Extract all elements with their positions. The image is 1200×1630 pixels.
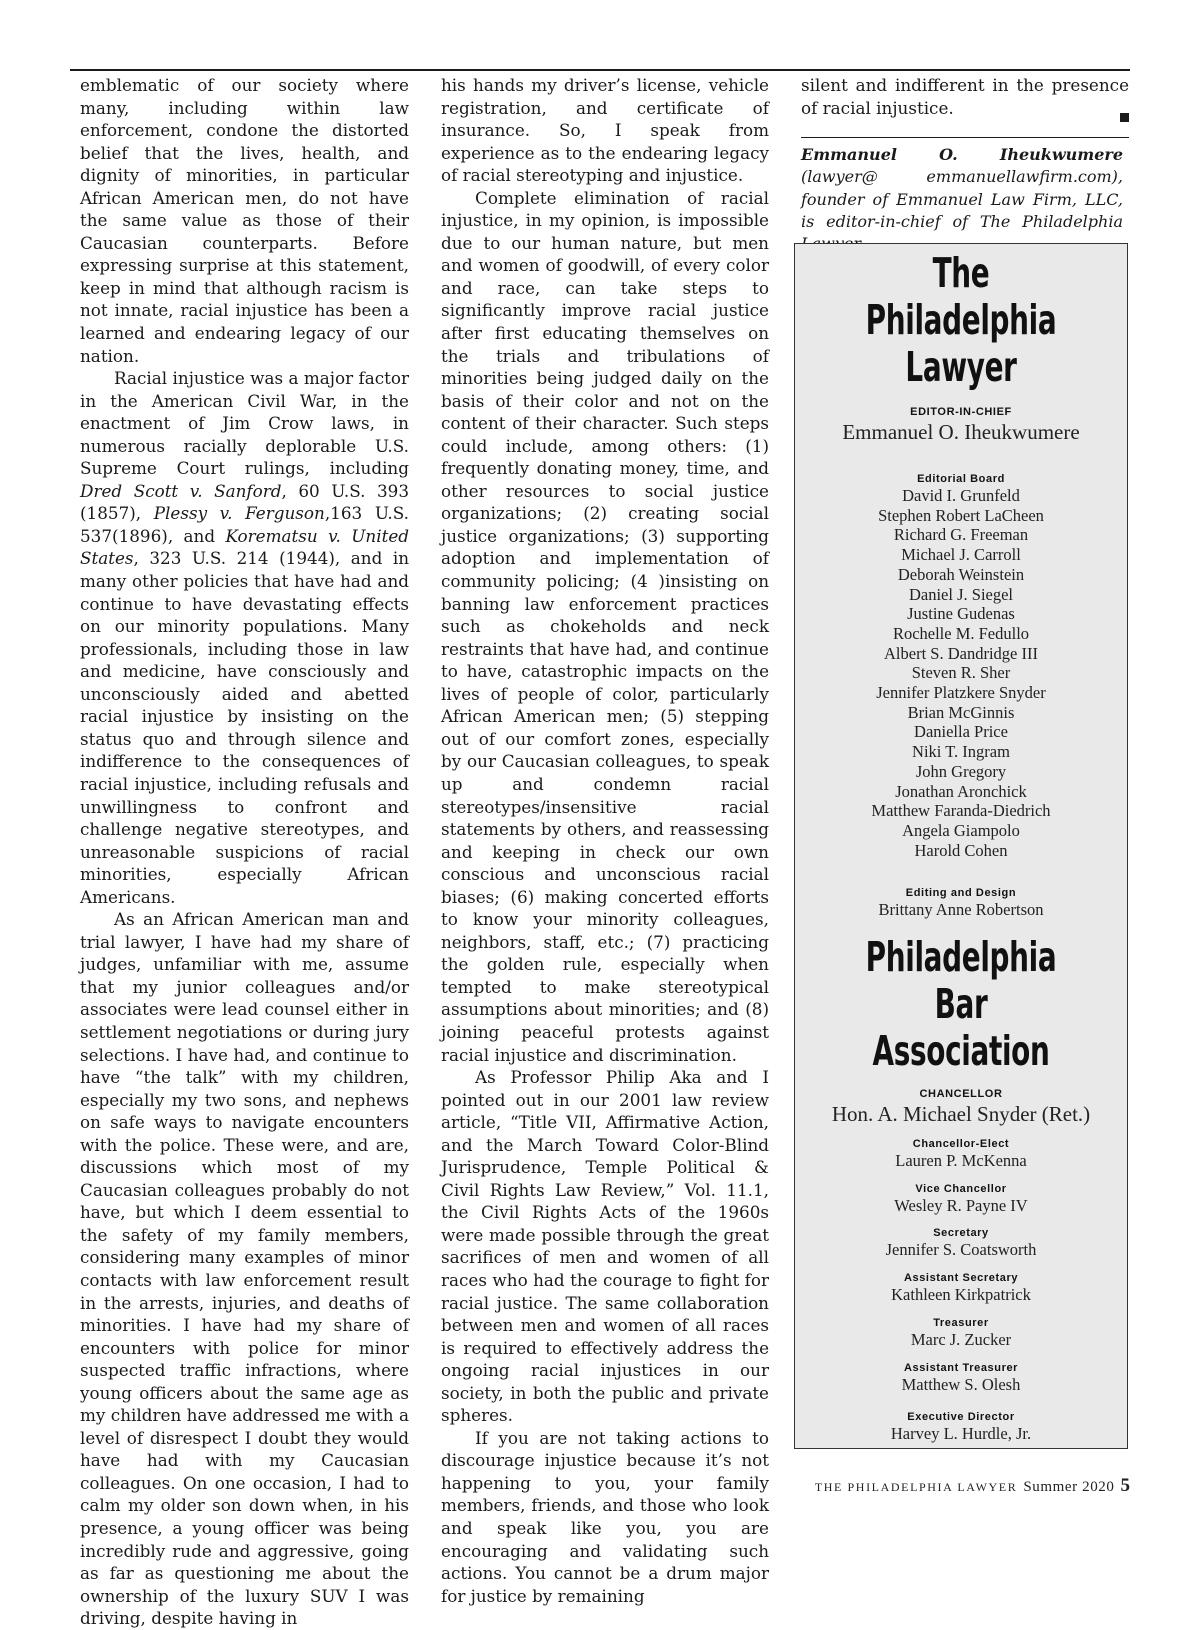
board-member: Michael J. Carroll <box>901 545 1021 565</box>
masthead-title-line: Philadelphia <box>865 296 1057 344</box>
masthead-title-line: Lawyer <box>905 343 1017 391</box>
masthead-title-line: The <box>932 249 990 297</box>
text-run: Racial injustice was a major factor in the American Civil War, in the enactment of Jim Crow laws, in numerous racially deplorable U.S. Supreme Court rulings, including <box>80 368 409 479</box>
board-member: Deborah Weinstein <box>897 564 1025 584</box>
masthead-role: Assistant Treasurer <box>903 1361 1019 1374</box>
board-member: Matthew Faranda-Diedrich <box>871 801 1051 821</box>
officer-name: Harvey L. Hurdle, Jr. <box>890 1424 1032 1444</box>
board-member: Albert S. Dandridge III <box>884 643 1038 663</box>
board-member: Niki T. Ingram <box>912 742 1010 762</box>
editorial-board-list <box>795 486 1127 860</box>
association-title-line: Philadelphia <box>865 933 1057 982</box>
masthead-role: Treasurer <box>933 1316 989 1329</box>
text-run: ,163 U.S. 537(1896), and <box>80 503 409 546</box>
board-member: Justine Gudenas <box>907 604 1015 624</box>
chancellor-name: Hon. A. Michael Snyder (Ret.) <box>831 1102 1091 1127</box>
page-number: 5 <box>1120 1475 1130 1496</box>
board-member: Richard G. Freeman <box>893 525 1029 545</box>
masthead-role: EDITOR-IN-CHIEF <box>910 406 1012 418</box>
masthead-editor-name: Emmanuel O. Iheukwumere <box>842 420 1080 444</box>
board-member: Angela Giampolo <box>902 820 1020 840</box>
board-member: Rochelle M. Fedullo <box>892 623 1030 643</box>
end-of-article-mark <box>1120 113 1129 122</box>
masthead-role: Executive Director <box>907 1411 1015 1424</box>
page-footer <box>806 1475 1130 1497</box>
officer-name: Matthew S. Olesh <box>901 1374 1021 1394</box>
board-member: Stephen Robert LaCheen <box>878 505 1044 525</box>
top-rule <box>70 69 1130 71</box>
paragraph <box>80 367 409 908</box>
board-member: John Gregory <box>915 761 1007 781</box>
board-member: Brian McGinnis <box>907 702 1015 722</box>
author-bio-text: (lawyer@ emmanuellawfirm.com), founder of Emmanuel Law Firm, LLC, is editor-in-chief of The Philadelphia <box>801 167 1123 231</box>
officer-name: Kathleen Kirkpatrick <box>891 1285 1031 1305</box>
board-member: Jonathan Aronchick <box>895 781 1027 801</box>
board-member: David I. Grunfeld <box>902 486 1020 505</box>
footer-magazine-name: THE PHILADELPHIA LAWYER <box>814 1480 1018 1494</box>
paragraph: If you are not taking actions to discourage injustice because it’s not happening to you, your family members, friends, and those who look and speak like you, you are encouraging and validating such actions. You cannot be a drum major for justice by remaining <box>441 1427 769 1606</box>
masthead-role: Editorial Board <box>917 473 1005 485</box>
paragraph: As an African American man and trial lawyer, I have had my share of judges, unfamiliar with me, assume that my junior colleagues and/or associates were lead counsel either in settlement negotiations or during jury selections. I have had, and continue to have “the talk” with my children, especially my two sons, and nephews on safe ways to navigate encounters with the police. These were, and are, discussions which most of my Caucasian colleagues probably do not have, but which I deem essential to the safety of my family members, considering many examples of minor contacts with law enforcement result in the arrests, injuries, and deaths of minorities. I have had my share of encounters with police for minor suspected traffic infractions, where young officers about the same age as my children have addressed me with a level of disrespect I doubt they would have had with my Caucasian colleagues. On one occasion, I had to calm my older son down when, in his presence, a young officer was being incredibly rude and aggressive, going as far as questioning me about the ownership of the luxury SUV I was driving, despite having in <box>80 909 409 1629</box>
officer-name: Marc J. Zucker <box>910 1329 1012 1349</box>
footer-issue: Summer 2020 <box>1023 1479 1115 1495</box>
officer-name: Jennifer S. Coatsworth <box>885 1240 1037 1260</box>
masthead-role: Chancellor-Elect <box>912 1138 1010 1151</box>
author-bio <box>801 144 1123 255</box>
officer-name: Lauren P. McKenna <box>895 1151 1027 1171</box>
bio-divider <box>801 137 1129 138</box>
masthead-box <box>794 243 1128 1449</box>
board-member: Daniel J. Siegel <box>908 584 1014 604</box>
article-column-3 <box>801 74 1129 119</box>
masthead-role: Assistant Secretary <box>903 1272 1019 1285</box>
masthead-role: CHANCELLOR <box>919 1088 1003 1101</box>
officer-name: Wesley R. Payne IV <box>894 1195 1028 1215</box>
board-member: Steven R. Sher <box>911 663 1011 683</box>
designer-name: Brittany Anne Robertson <box>878 900 1044 920</box>
board-member: Harold Cohen <box>914 840 1008 860</box>
paragraph: his hands my driver’s license, vehicle registration, and certificate of insurance. So, I speak from experience as to the endearing legacy of racial stereotyping and injustice. <box>441 75 769 186</box>
case-name: Plessy v. Ferguson <box>153 503 325 524</box>
paragraph: emblematic of our society where many, including within law enforcement, condone the distorted belief that the lives, health, and dignity of minorities, in particular African American men, do not have the same value as those of their Caucasian counterparts. Before expressing surprise at this statement, keep in mind that although racism is not innate, racial injustice has been a learned and endearing legacy of our nation. <box>80 75 409 366</box>
board-member: Daniella Price <box>914 722 1008 742</box>
case-name: Dred Scott v. Sanford <box>80 480 282 501</box>
article-column-1 <box>80 74 409 1630</box>
case-name: Korematsu v. United States <box>80 525 409 569</box>
association-title-line: Bar Association <box>872 980 1050 1076</box>
paragraph: As Professor Philip Aka and I pointed out in our 2001 law review article, “Title VII, Affirmative Action, and the March Toward Color-Blind Jurisprudence, Temple Political & Civil Rights Law Review,” Vol. 11.1, the Civil Rights Acts of the 1960s were made possible through the great sacrifices of men and women of all races who had the courage to fight for racial justice. The same collaboration between men and women of all races is required to effectively address the ongoing racial injustices in our society, in both the public and private spheres. <box>441 1067 769 1426</box>
author-name: Emmanuel O. Iheukwumere <box>801 145 1123 164</box>
text-run: , 323 U.S. 214 (1944), and in many other policies that have had and continue to have devastating effects on our minority populations. Many professionals, including those in law and medicine, have consciously and unconsciously aided and abetted racial injustice by insisting on the status quo and through silence and indifference to the consequences of racial injustice, including refusals and unwillingness to confront and challenge negative stereotypes, and unreasonable suspicions of racial minorities, especially African Americans. <box>80 548 409 907</box>
paragraph: silent and indifferent in the presence of racial injustice. <box>801 75 1129 118</box>
paragraph: Complete elimination of racial injustice, in my opinion, is impossible due to our human nature, but men and women of goodwill, of every color and race, can take steps to significantly improve racial justice after first educating themselves on the trials and tribulations of minorities being judged daily on the basis of their color and not on the content of their character. Such steps could include, among others: (1) frequently donating money, time, and other resources to social justice organizations; (2) creating social justice organizations; (3) supporting adoption and implementation of community policing; (4 )insisting on banning law enforcement practices such as chokeholds and neck restraints that have had, and continue to have, catastrophic impacts on the lives of people of color, particularly African American men; (5) stepping out of our comfort zones, especially by our Caucasian colleagues, to speak up and condemn racial stereotypes/insensitive racial statements by others, and reassessing and keeping in check our own conscious and unconscious racial biases; (6) making concerted efforts to know your minority colleagues, neighbors, staff, etc.; (7) practicing the golden rule, especially when tempted to make stereotypical assumptions about minorities; and (8) joining peaceful protests against racial injustice and discrimination. <box>441 187 769 1065</box>
text-run: , 60 U.S. 393 (1857), <box>80 480 409 524</box>
board-member: Jennifer Platzkere Snyder <box>876 683 1046 703</box>
article-column-2 <box>441 74 769 1607</box>
masthead-role: Secretary <box>933 1227 989 1240</box>
masthead-role: Editing and Design <box>905 887 1017 900</box>
masthead-role: Vice Chancellor <box>915 1182 1007 1195</box>
